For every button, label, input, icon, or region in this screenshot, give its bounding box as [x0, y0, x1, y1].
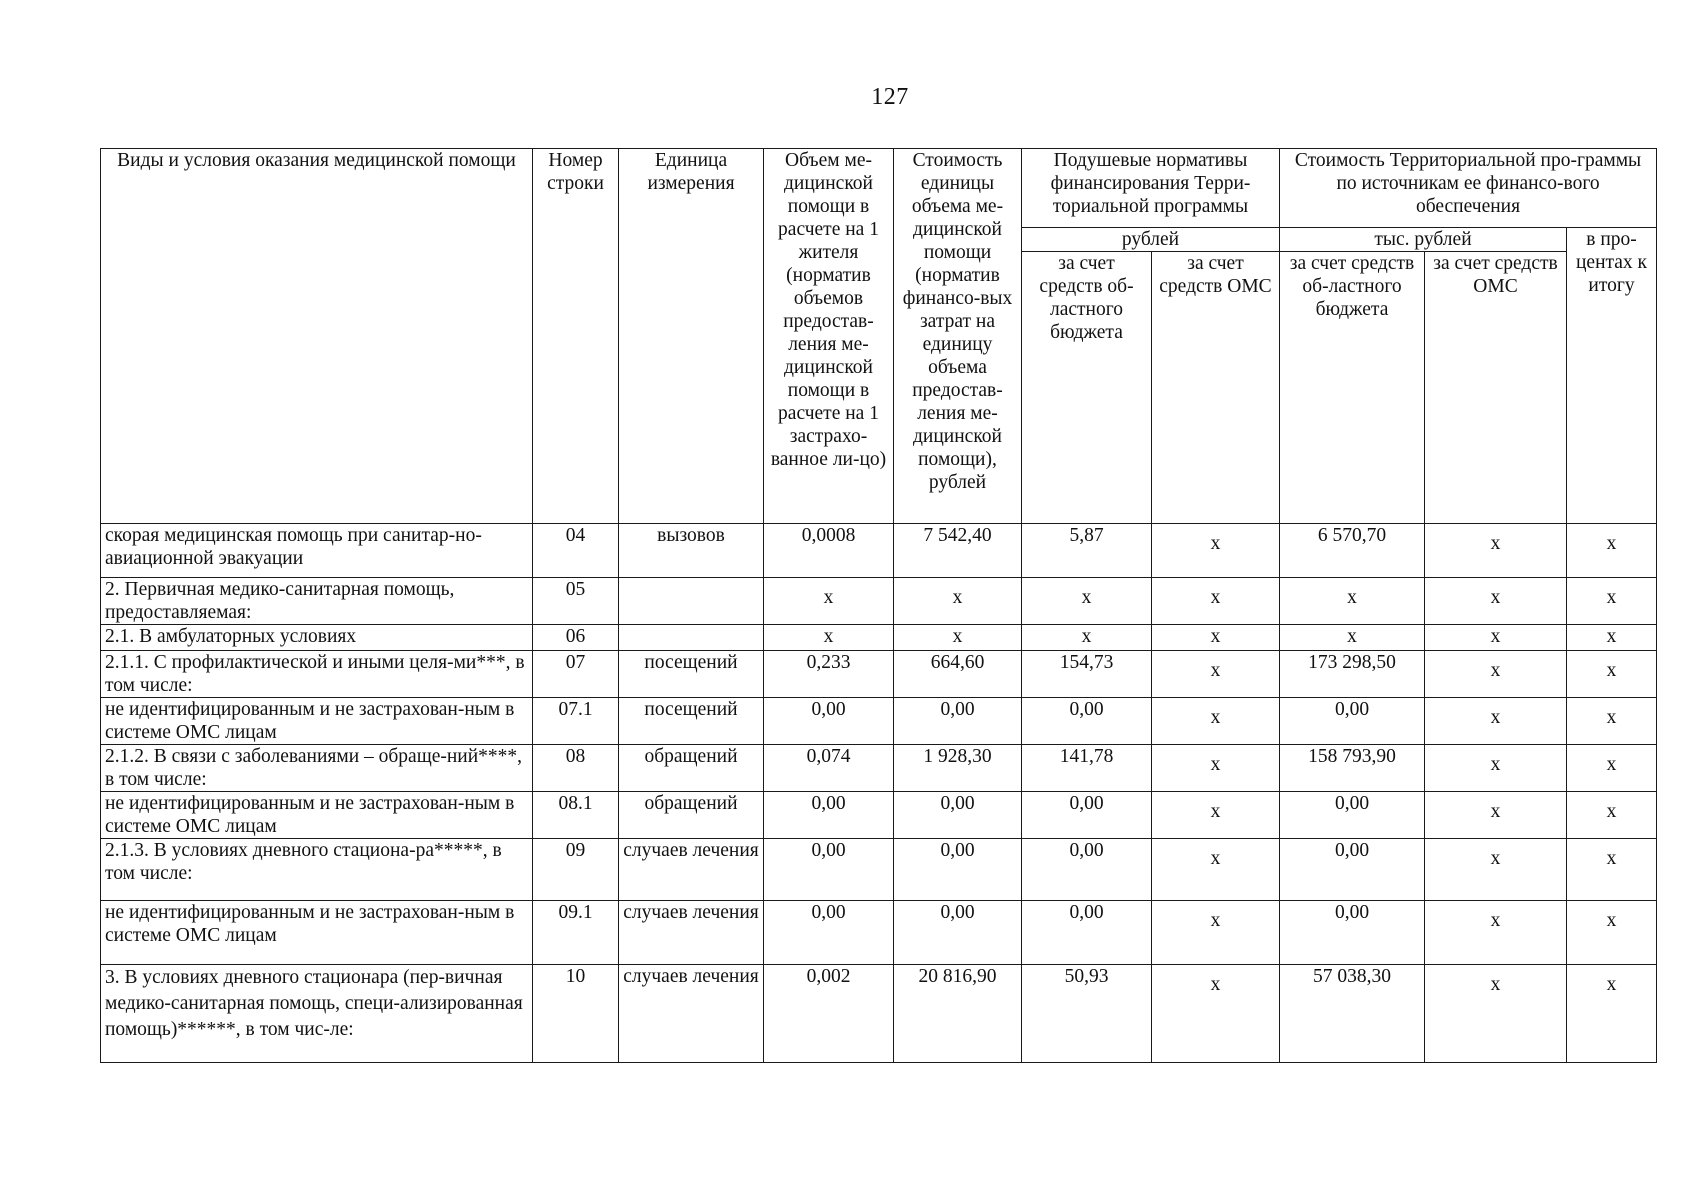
table-row — [101, 524, 1657, 578]
row-number: 09.1 — [533, 901, 619, 965]
row-unit-cost: 0,00 — [894, 839, 1022, 901]
row-volume: x — [764, 625, 894, 651]
header-per-capita-units: рублей — [1022, 228, 1280, 252]
row-per-capita-budget: 0,00 — [1022, 901, 1152, 965]
row-cost-budget: 6 570,70 — [1280, 524, 1425, 578]
row-unit: случаев лечения — [619, 901, 764, 965]
row-per-capita-oms: x — [1152, 625, 1280, 651]
row-unit: вызовов — [619, 524, 764, 578]
row-number: 05 — [533, 578, 619, 625]
row-per-capita-budget: 0,00 — [1022, 792, 1152, 839]
table-row — [101, 698, 1657, 745]
table-row — [101, 745, 1657, 792]
table-row — [101, 965, 1657, 1063]
row-cost-percent: x — [1567, 839, 1657, 901]
header-cost-oms: за счет средств ОМС — [1425, 252, 1567, 524]
row-cost-percent: x — [1567, 792, 1657, 839]
row-per-capita-budget: 5,87 — [1022, 524, 1152, 578]
row-cost-oms: x — [1425, 578, 1567, 625]
row-unit — [619, 625, 764, 651]
row-volume: 0,00 — [764, 839, 894, 901]
header-per-capita-oms: за счет средств ОМС — [1152, 252, 1280, 524]
row-cost-budget: x — [1280, 625, 1425, 651]
row-volume: x — [764, 578, 894, 625]
row-volume: 0,233 — [764, 651, 894, 698]
row-per-capita-budget: 0,00 — [1022, 839, 1152, 901]
row-per-capita-budget: 141,78 — [1022, 745, 1152, 792]
row-cost-percent: x — [1567, 745, 1657, 792]
row-unit: обращений — [619, 745, 764, 792]
row-cost-percent: x — [1567, 965, 1657, 1063]
table-row — [101, 901, 1657, 965]
header-type-of-care: Виды и условия оказания медицинской помощи — [101, 149, 533, 524]
row-name: 2.1.1. С профилактической и иными целя-ми***, в том числе: — [101, 651, 533, 698]
row-per-capita-oms: x — [1152, 651, 1280, 698]
row-cost-percent: x — [1567, 698, 1657, 745]
header-cost-budget: за счет средств об-ластного бюджета — [1280, 252, 1425, 524]
row-per-capita-budget: 0,00 — [1022, 698, 1152, 745]
row-unit — [619, 578, 764, 625]
row-cost-oms: x — [1425, 901, 1567, 965]
row-cost-percent: x — [1567, 578, 1657, 625]
row-number: 10 — [533, 965, 619, 1063]
row-unit-cost: x — [894, 625, 1022, 651]
header-row-1 — [101, 149, 1657, 228]
row-per-capita-oms: x — [1152, 524, 1280, 578]
row-cost-budget: 158 793,90 — [1280, 745, 1425, 792]
row-unit-cost: 664,60 — [894, 651, 1022, 698]
row-per-capita-oms: x — [1152, 901, 1280, 965]
row-cost-budget: 57 038,30 — [1280, 965, 1425, 1063]
row-cost-budget: 0,00 — [1280, 839, 1425, 901]
row-number: 08 — [533, 745, 619, 792]
row-unit: случаев лечения — [619, 965, 764, 1063]
row-unit: посещений — [619, 698, 764, 745]
row-name: 2.1.2. В связи с заболеваниями – обраще-ний****, в том числе: — [101, 745, 533, 792]
row-per-capita-budget: x — [1022, 578, 1152, 625]
row-per-capita-budget: 50,93 — [1022, 965, 1152, 1063]
row-cost-percent: x — [1567, 901, 1657, 965]
row-cost-oms: x — [1425, 651, 1567, 698]
row-name: не идентифицированным и не застрахован-ным в системе ОМС лицам — [101, 792, 533, 839]
row-per-capita-oms: x — [1152, 578, 1280, 625]
row-name: 3. В условиях дневного стационара (пер-вичная медико-санитарная помощь, специ-ализированная помощь)******, в том чис-ле: — [101, 965, 533, 1063]
header-row-number: Номер строки — [533, 149, 619, 524]
row-cost-percent: x — [1567, 625, 1657, 651]
row-name: 2.1. В амбулаторных условиях — [101, 625, 533, 651]
row-cost-oms: x — [1425, 524, 1567, 578]
row-cost-percent: x — [1567, 651, 1657, 698]
header-cost-percent: в про-центах к итогу — [1567, 228, 1657, 524]
row-volume: 0,0008 — [764, 524, 894, 578]
row-unit-cost: x — [894, 578, 1022, 625]
row-unit-cost: 0,00 — [894, 792, 1022, 839]
row-cost-budget: 173 298,50 — [1280, 651, 1425, 698]
row-cost-oms: x — [1425, 745, 1567, 792]
row-volume: 0,00 — [764, 792, 894, 839]
table-row — [101, 651, 1657, 698]
row-per-capita-budget: 154,73 — [1022, 651, 1152, 698]
row-number: 08.1 — [533, 792, 619, 839]
header-program-cost-group: Стоимость Территориальной про-граммы по источникам ее финансо-вого обеспечения — [1280, 149, 1657, 228]
row-number: 07 — [533, 651, 619, 698]
table-row — [101, 839, 1657, 901]
row-unit-cost: 0,00 — [894, 901, 1022, 965]
financing-table — [100, 148, 1657, 1063]
row-per-capita-oms: x — [1152, 839, 1280, 901]
header-unit: Единица измерения — [619, 149, 764, 524]
row-per-capita-oms: x — [1152, 698, 1280, 745]
row-cost-oms: x — [1425, 839, 1567, 901]
row-per-capita-budget: x — [1022, 625, 1152, 651]
row-cost-oms: x — [1425, 792, 1567, 839]
row-per-capita-oms: x — [1152, 745, 1280, 792]
header-per-capita-budget: за счет средств об-ластного бюджета — [1022, 252, 1152, 524]
row-volume: 0,074 — [764, 745, 894, 792]
row-unit: посещений — [619, 651, 764, 698]
row-cost-budget: 0,00 — [1280, 901, 1425, 965]
row-cost-budget: 0,00 — [1280, 792, 1425, 839]
row-cost-budget: 0,00 — [1280, 698, 1425, 745]
page-number: 127 — [871, 84, 909, 110]
row-unit-cost: 7 542,40 — [894, 524, 1022, 578]
row-name: 2. Первичная медико-санитарная помощь, предоставляемая: — [101, 578, 533, 625]
row-number: 06 — [533, 625, 619, 651]
row-per-capita-oms: x — [1152, 965, 1280, 1063]
row-number: 07.1 — [533, 698, 619, 745]
row-unit-cost: 1 928,30 — [894, 745, 1022, 792]
row-cost-oms: x — [1425, 698, 1567, 745]
row-number: 09 — [533, 839, 619, 901]
row-number: 04 — [533, 524, 619, 578]
row-name: скорая медицинская помощь при санитар-но-авиационной эвакуации — [101, 524, 533, 578]
row-volume: 0,002 — [764, 965, 894, 1063]
row-volume: 0,00 — [764, 901, 894, 965]
header-unit-cost: Стоимость единицы объема ме-дицинской помощи (норматив финансо-вых затрат на единицу объема предостав-ления ме-дицинской помощи), рублей — [894, 149, 1022, 524]
table-row — [101, 625, 1657, 651]
row-per-capita-oms: x — [1152, 792, 1280, 839]
table-row — [101, 578, 1657, 625]
row-name: не идентифицированным и не застрахован-ным в системе ОМС лицам — [101, 901, 533, 965]
row-unit-cost: 20 816,90 — [894, 965, 1022, 1063]
row-unit: обращений — [619, 792, 764, 839]
row-volume: 0,00 — [764, 698, 894, 745]
row-unit: случаев лечения — [619, 839, 764, 901]
row-cost-budget: x — [1280, 578, 1425, 625]
header-cost-units: тыс. рублей — [1280, 228, 1567, 252]
row-cost-oms: x — [1425, 965, 1567, 1063]
row-name: 2.1.3. В условиях дневного стациона-ра*****, в том числе: — [101, 839, 533, 901]
row-unit-cost: 0,00 — [894, 698, 1022, 745]
header-per-capita-group: Подушевые нормативы финансирования Терри-ториальной программы — [1022, 149, 1280, 228]
row-cost-percent: x — [1567, 524, 1657, 578]
row-cost-oms: x — [1425, 625, 1567, 651]
table-row — [101, 792, 1657, 839]
header-volume: Объем ме-дицинской помощи в расчете на 1 жителя (норматив объемов предостав-ления ме-дицинской помощи в расчете на 1 застрахо-ванное ли-цо) — [764, 149, 894, 524]
row-name: не идентифицированным и не застрахован-ным в системе ОМС лицам — [101, 698, 533, 745]
